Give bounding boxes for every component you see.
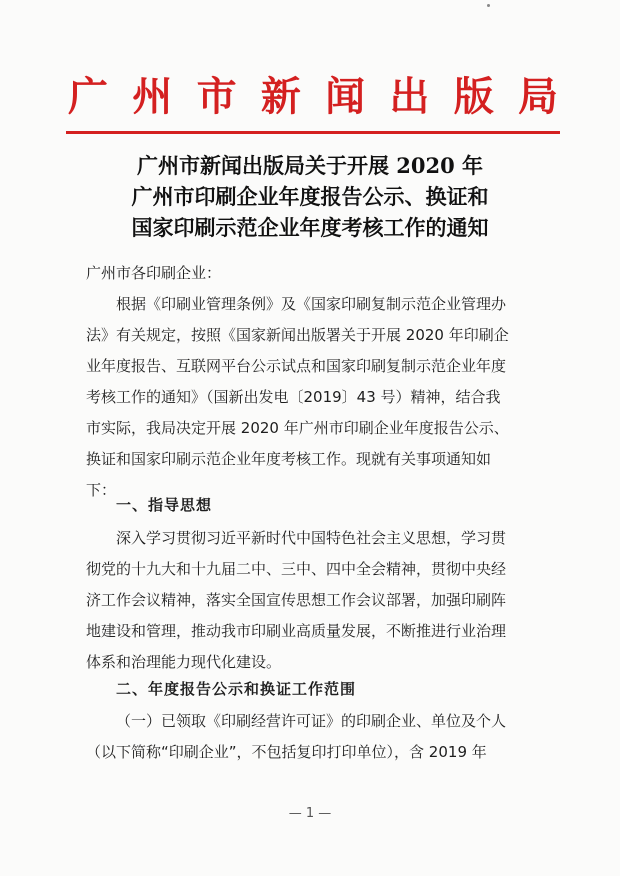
section-1-paragraph (86, 523, 546, 678)
paragraph-1 (86, 289, 546, 506)
paragraph-line: 济工作会议精神，落实全国宣传思想工作会议部署，加强印刷阵 (86, 591, 507, 609)
document-title (60, 150, 560, 243)
section-2-heading: 二、年度报告公示和换证工作范围 (116, 680, 357, 698)
section-1-heading: 一、指导思想 (116, 496, 213, 514)
paragraph-line: 换证和国家印刷示范企业年度考核工作。现就有关事项通知如 (86, 450, 492, 468)
title-line: 广州市新闻出版局关于开展 2020 年 (136, 153, 484, 178)
paragraph-line: 根据《印刷业管理条例》及《国家印刷复制示范企业管理办 (116, 295, 507, 313)
letterhead-char: 市 (196, 73, 237, 120)
letterhead-char: 闻 (325, 73, 366, 120)
paragraph-line: 法》有关规定，按照《国家新闻出版署关于开展 2020 年印刷企 (86, 326, 509, 344)
paragraph-line: 体系和治理能力现代化建设。 (86, 653, 282, 671)
paragraph-line: （一）已领取《印刷经营许可证》的印刷企业、单位及个人 (116, 712, 507, 730)
page-number: — 1 — (288, 806, 332, 821)
section-2-paragraph (86, 706, 546, 768)
letterhead-char: 出 (389, 73, 430, 120)
letterhead-char: 局 (517, 73, 558, 120)
paragraph-line: 下： (86, 481, 117, 499)
paragraph-line: 深入学习贯彻习近平新时代中国特色社会主义思想，学习贯 (116, 529, 507, 547)
paragraph-line: 业年度报告、互联网平台公示试点和国家印刷复制示范企业年度 (86, 357, 507, 375)
paragraph-line: 考核工作的通知》（国新出发电〔2019〕43 号）精神，结合我 (86, 388, 501, 406)
letterhead-char: 州 (132, 73, 173, 120)
salutation: 广州市各印刷企业： (86, 264, 222, 282)
letterhead-char: 新 (260, 73, 301, 120)
letterhead-divider (66, 131, 560, 134)
title-line: 广州市印刷企业年度报告公示、换证和 (131, 184, 489, 209)
letterhead-char: 版 (453, 73, 494, 120)
paragraph-line: （以下简称“印刷企业”，不包括复印打印单位），含 2019 年 (86, 743, 487, 761)
paragraph-line: 地建设和管理，推动我市印刷业高质量发展，不断推进行业治理 (86, 622, 507, 640)
letterhead (68, 74, 558, 120)
paragraph-line: 市实际，我局决定开展 2020 年广州市印刷企业年度报告公示、 (86, 419, 509, 437)
scan-speck (487, 4, 490, 7)
paragraph-line: 彻党的十九大和十九届二中、三中、四中全会精神，贯彻中央经 (86, 560, 507, 578)
title-line: 国家印刷示范企业年度考核工作的通知 (131, 215, 489, 240)
letterhead-char: 广 (68, 73, 108, 120)
